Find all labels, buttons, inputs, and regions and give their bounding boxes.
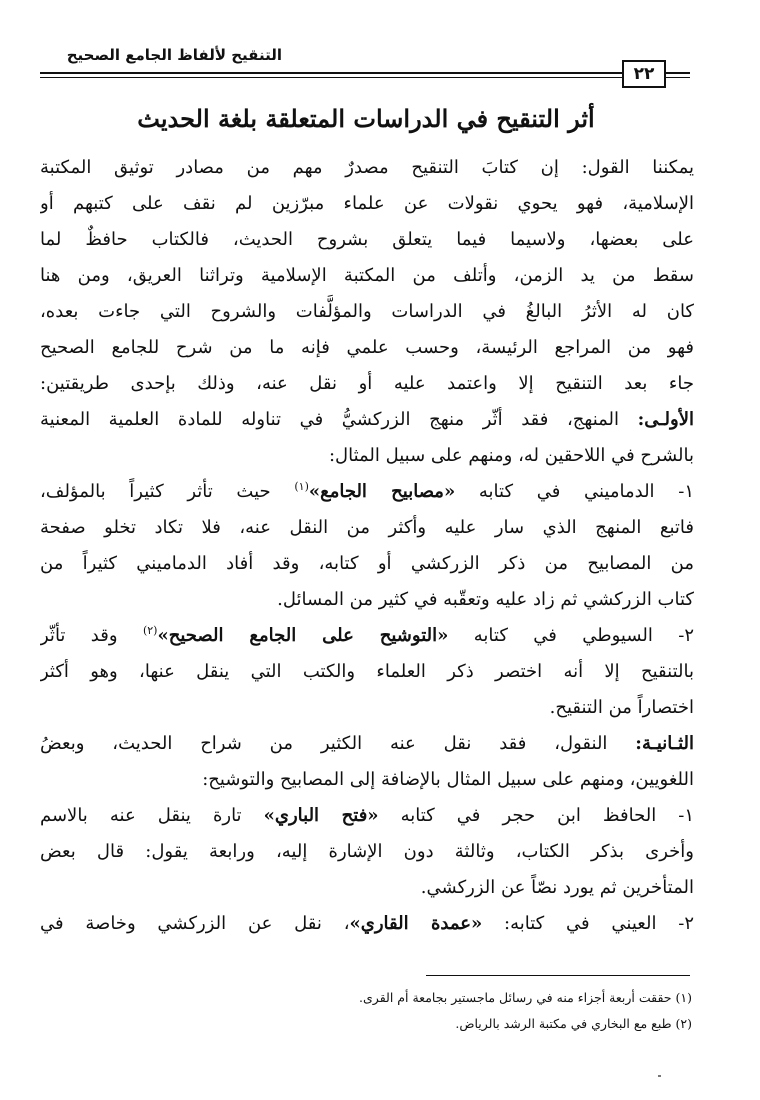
footnote-rule (426, 975, 690, 976)
body-line: فهو من المراجع الرئيسة، وحسب علمي فإنه ما من شرح للجامع الصحيح (40, 337, 694, 358)
header-rule (40, 72, 690, 78)
body-line: يمكننا القول: إن كتابَ التنقيح مصدرٌ مهم من مصادر توثيق المكتبة (40, 157, 694, 178)
scan-speck (658, 1075, 661, 1077)
body-line: اختصاراً من التنقيح. (549, 697, 694, 718)
body-line: الإسلامية، فهو يحوي نقولات عن علماء مبرّزين لم نقف على كتبهم أو (40, 193, 694, 214)
footnote-ref: (٢) (142, 624, 158, 637)
running-header-title: التنقيح لألفاظ الجامع الصحيح (66, 46, 282, 64)
item-dammamini (40, 474, 694, 510)
footnote-ref: (١) (294, 480, 309, 493)
section-text: النقول، فقد نقل عنه الكثير من شراح الحديث، وبعضُ (40, 733, 608, 754)
section-label-second: الثـانيـة: (635, 733, 694, 754)
body-line: اللغويين، ومنهم على سبيل المثال بالإضافة إلى المصابيح والتوشيح: (202, 769, 694, 790)
item-suffix: تارة ينقل عنه بالاسم (40, 805, 242, 826)
section-heading: أثر التنقيح في الدراسات المتعلقة بلغة الحديث (137, 104, 595, 133)
body-line: من المصابيح من ذكر الزركشي أو كتابه، وقد أفاد الدماميني كثيراً من (40, 553, 694, 574)
footnote-1: (١) حققت أربعة أجزاء منه في رسائل ماجستير بجامعة أم القرى. (359, 990, 692, 1005)
body-line: بالشرح في اللاحقين له، ومنهم على سبيل المثال: (328, 445, 694, 466)
body-line: وأخرى بذكر الكتاب، وثالثة دون الإشارة إليه، ورابعة يقول: قال بعض (40, 841, 694, 862)
item-suffix: ، نقل عن الزركشي وخاصة في (40, 913, 350, 934)
book-title: «عمدة القاري» (349, 913, 483, 934)
item-suffix: وقد تأثّر (40, 625, 118, 646)
page-number: ٢٢ (622, 60, 666, 88)
item-suyuti (40, 618, 694, 654)
footnote-2: (٢) طبع مع البخاري في مكتبة الرشد بالرياض. (455, 1016, 692, 1031)
item-ibn-hajar (40, 798, 694, 834)
book-title: «مصابيح الجامع» (308, 481, 456, 502)
item-prefix: ٢- السيوطي في كتابه (473, 625, 694, 646)
item-prefix: ١- الدماميني في كتابه (478, 481, 694, 502)
section-label-first: الأولـى: (637, 409, 694, 430)
body-line: كتاب الزركشي ثم زاد عليه وتعقّبه في كثير من المسائل. (277, 589, 694, 610)
item-prefix: ٢- العيني في كتابه: (504, 913, 694, 934)
body-line: المتأخرين ثم يورد نصّاً عن الزركشي. (420, 877, 694, 898)
section-first-line (40, 402, 694, 438)
book-title: «فتح الباري» (263, 805, 379, 826)
body-line: كان له الأثرُ البالغُ في الدراسات والمؤلَّفات والشروح التي جاءت بعده، (40, 301, 694, 322)
item-suffix: حيث تأثر كثيراً بالمؤلف، (40, 481, 271, 502)
item-aini (40, 906, 694, 942)
body-line: فاتبع المنهج الذي سار عليه وأكثر من النقل عنه، فلا تكاد تخلو صفحة (40, 517, 694, 538)
body-line: بالتنقيح إلا أنه اختصر ذكر العلماء والكتب التي ينقل عنها، وهو أكثر (40, 661, 694, 682)
section-text: المنهج، فقد أثّر منهج الزركشيُّ في تناوله للمادة العلمية المعنية (40, 409, 620, 430)
body-line: جاء بعد التنقيح إلا واعتمد عليه أو نقل عنه، وذلك بإحدى طريقتين: (40, 373, 694, 394)
item-prefix: ١- الحافظ ابن حجر في كتابه (400, 805, 694, 826)
body-line: سقط من يد الزمن، وأتلف من المكتبة الإسلامية وتراثنا العريق، ومن هنا (40, 265, 694, 286)
body-line: على بعضها، ولاسيما فيما يتعلق بشروح الحديث، فالكتاب حافظٌ لما (40, 229, 694, 250)
book-title: «التوشيح على الجامع الصحيح» (157, 625, 449, 646)
section-second-line (40, 726, 694, 762)
body-text (40, 150, 694, 942)
